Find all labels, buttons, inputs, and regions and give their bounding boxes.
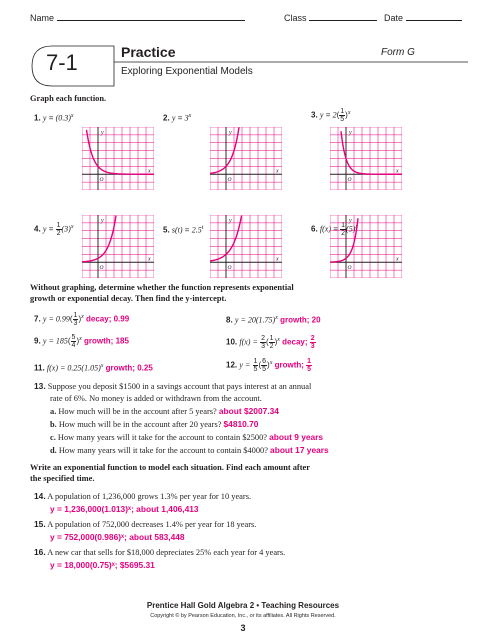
- function-curve: [87, 130, 155, 174]
- footer-book: Prentice Hall Gold Algebra 2 • Teaching Resources: [146, 601, 340, 610]
- problem-2: 2. $y = 3^x$: [163, 113, 192, 123]
- problem-10: 10. f(x) = $\frac{2}{3}$ ( $\frac{1}{2}$ )$^x$ decay; $\frac{2}{3}$: [226, 335, 315, 350]
- form-label: Form G: [381, 47, 415, 58]
- answer-7: decay; 0.99: [86, 314, 130, 324]
- problem-5: 5. $s(t) = 2.5^t$: [163, 225, 204, 235]
- y-axis-label: y: [229, 218, 232, 224]
- answer-14: y = 1,236,000(1.013)ˣ; about 1,406,413: [50, 504, 199, 514]
- x-axis-label: x: [276, 256, 279, 263]
- origin-label: O: [347, 264, 352, 271]
- problem-12: 12. y = $\frac{1}{5}$ ( $\frac{6}{5}$ )$^x$ growth; $\frac{1}{5}$: [226, 358, 312, 373]
- problem-4: 4. y = $\frac{1}{2}$ $(3)^x$: [34, 222, 74, 237]
- q13-part-d: d. How many years will it take for the account to contain $4000? about 17 years: [50, 445, 329, 455]
- date-label: Date: [384, 13, 404, 23]
- problem-7: 7. y = 0.99( $\frac{1}{3}$ )$^x$ decay; 0.99: [34, 312, 130, 327]
- problem-15: 15. A population of 752,000 decreases 1.4% per year for 18 years. y = 752,000(0.986)ˣ; about 583,448: [34, 518, 474, 543]
- class-blank: [309, 12, 377, 21]
- name-field: [30, 12, 245, 23]
- problem-6: 6. f(x) = $\frac{1}{2}$ $(5)^x$: [311, 222, 359, 237]
- origin-label: O: [99, 176, 104, 183]
- answer-12: growth;: [274, 360, 304, 370]
- x-axis-label: x: [396, 168, 399, 175]
- q13-part-b: b. How much will be in the account after 20 years? $4810.70: [50, 419, 259, 429]
- graph-problem-4: [82, 215, 154, 278]
- problem-11: 11. $f(x) = 0.25(1.05)^x$ growth; 0.25: [34, 363, 153, 373]
- graph-problem-2: [210, 127, 282, 190]
- problem-1: 1. $y = (0.3)^x$: [34, 113, 74, 123]
- answer-16: y = 18,000(0.75)ˣ; $5695.31: [50, 560, 155, 570]
- problem-9: 9. y = 185( $\frac{5}{4}$ )$^x$ growth; 185: [34, 334, 129, 349]
- answer-15: y = 752,000(0.986)ˣ; about 583,448: [50, 532, 185, 542]
- graph-problem-5: [210, 215, 282, 278]
- answer-10: decay;: [282, 337, 308, 347]
- origin-label: O: [227, 176, 232, 183]
- class-field: [284, 12, 377, 23]
- problem-14: 14. A population of 1,236,000 grows 1.3% per year for 10 years. y = 1,236,000(1.013)ˣ; about 1,406,413: [34, 490, 474, 515]
- name-label: Name: [30, 13, 55, 23]
- answer-13c: about 9 years: [269, 432, 324, 442]
- page-number: 3: [240, 623, 246, 633]
- function-curve: [341, 131, 402, 174]
- origin-label: O: [347, 176, 352, 183]
- answer-11: growth; 0.25: [105, 363, 153, 373]
- date-blank: [406, 12, 462, 21]
- section3-instruction: Write an exponential function to model each situation. Find each amount after the specified time.: [30, 463, 310, 483]
- page-subtitle: Exploring Exponential Models: [121, 66, 253, 77]
- x-axis-label: x: [276, 168, 279, 175]
- x-axis-label: x: [148, 168, 151, 175]
- y-axis-label: y: [101, 218, 104, 224]
- answer-8: growth; 20: [280, 315, 321, 325]
- problem-16: 16. A new car that sells for $18,000 depreciates 25% each year for 4 years. y = 18,000(0.75)ˣ; $5695.31: [34, 546, 474, 571]
- answer-13d: about 17 years: [270, 445, 329, 455]
- origin-label: O: [99, 264, 104, 271]
- class-label: Class: [284, 13, 307, 23]
- lesson-number: 7-1: [46, 50, 78, 75]
- section1-instruction: Graph each function.: [30, 94, 107, 103]
- question-13: 13. Suppose you deposit $1500 in a savings account that pays interest at an annual rate of 6%. No money is added or withdrawn from the account. a. How much will be in the account after 5 years? about $2007.34 b. How much will be in the account after 20 years? $4810.70 c. How many years will it take for the account to contain $2500? about 9 years d. How many years will it take for the account to contain $4000? about 17 years: [34, 380, 474, 457]
- name-blank: [57, 12, 245, 21]
- problem-8: 8. $y = 20(1.75)^x$ growth; 20: [226, 315, 321, 325]
- footer-copyright: Copyright © by Pearson Education, Inc., or its affiliates. All Rights Reserved.: [150, 613, 336, 619]
- y-axis-label: y: [349, 130, 352, 136]
- graph-problem-3: [330, 127, 402, 190]
- problem-3: 3. y = 2( $\frac{1}{5}$ )$^x$: [311, 108, 351, 123]
- x-axis-label: x: [148, 256, 151, 263]
- date-field: [384, 12, 462, 23]
- y-axis-label: y: [229, 130, 232, 136]
- origin-label: O: [227, 264, 232, 271]
- x-axis-label: x: [396, 256, 399, 263]
- q13-part-c: c. How many years will it take for the account to contain $2500? about 9 years: [50, 432, 324, 442]
- y-axis-label: y: [101, 130, 104, 136]
- section2-instruction: Without graphing, determine whether the function represents exponential growth or exponential decay. Then find the y-intercept.: [30, 283, 294, 303]
- answer-13b: $4810.70: [223, 419, 259, 429]
- q13-part-a: a. How much will be in the account after 5 years? about $2007.34: [50, 406, 279, 416]
- answer-13a: about $2007.34: [218, 406, 279, 416]
- y-axis-label: y: [349, 218, 352, 224]
- answer-9: growth; 185: [84, 336, 129, 346]
- page-title: Practice: [121, 44, 176, 60]
- graph-problem-1: [82, 127, 154, 190]
- graph-problem-6: [330, 215, 402, 278]
